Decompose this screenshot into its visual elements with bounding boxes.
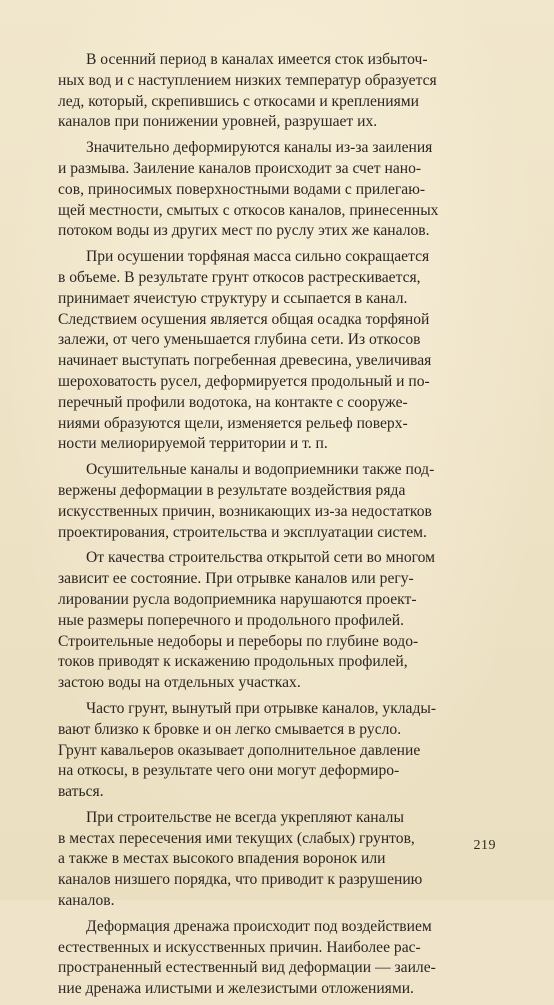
text-line: каналов.: [58, 892, 115, 910]
paragraph: [58, 917, 494, 1000]
text-line: лед, который, скрепившись с откосами и креплениями: [58, 92, 419, 110]
paragraph: [58, 247, 494, 455]
text-line: перечный профили водотока, на контакте с сооруже-: [58, 393, 408, 411]
text-line: принимает ячеистую структуру и ссыпается в канал.: [58, 289, 408, 307]
text-line: Грунт кавальеров оказывает дополнительное давление: [58, 741, 421, 759]
paragraph: [58, 138, 494, 242]
text-line: каналов при понижении уровней, разрушает их.: [58, 113, 378, 131]
paragraph: [58, 460, 494, 543]
page-number: 219: [473, 838, 496, 853]
text-line: в объеме. В результате грунт откосов растрескивается,: [58, 268, 421, 286]
text-line: на откосы, в результате чего они могут деформиро-: [58, 762, 400, 780]
text-line: начинает выступать погребенная древесина, увеличивая: [58, 352, 432, 370]
paragraph: [58, 699, 494, 803]
text-line: естественных и искусственных причин. Наиболее рас-: [58, 938, 421, 956]
text-line: При осушении торфяная масса сильно сокращается: [86, 248, 430, 266]
text-line: При строительстве не всегда укрепляют каналы: [86, 808, 404, 826]
text-line: проектирования, строительства и эксплуатации систем.: [58, 523, 427, 541]
text-line: Деформация дренажа происходит под воздействием: [86, 917, 432, 935]
text-line: а также в местах высокого впадения воронок или: [58, 850, 386, 868]
text-line: Значительно деформируются каналы из-за заиления: [86, 139, 433, 157]
text-line: зависит ее состояние. При отрывке каналов или регу-: [58, 570, 414, 588]
text-line: вают близко к бровке и он легко смывается в русло.: [58, 720, 402, 738]
paragraph: [58, 548, 494, 694]
text-line: каналов низшего порядка, что приводит к разрушению: [58, 871, 423, 889]
text-line: Строительные недоборы и переборы по глубине водо-: [58, 632, 419, 650]
paragraph: [58, 808, 494, 912]
text-line: залежи, от чего уменьшается глубина сети. Из откосов: [58, 331, 421, 349]
text-line: В осенний период в каналах имеется сток избыточ-: [86, 51, 428, 68]
text-line: Следствием осушения является общая осадка торфяной: [58, 310, 430, 328]
text-line: Осушительные каналы и водоприемники также под-: [86, 461, 435, 479]
text-line: ных вод и с наступлением низких температур образуется: [58, 71, 437, 89]
text-line: в местах пересечения ими текущих (слабых) грунтов,: [58, 829, 415, 847]
text-column: [58, 50, 494, 1005]
text-line: ности мелиорируемой территории и т. п.: [58, 435, 328, 453]
text-line: потоком воды из других мест по руслу этих же каналов.: [58, 222, 430, 240]
text-line: и размыва. Заиление каналов происходит за счет нано-: [58, 159, 422, 177]
text-line: ниями образуются щели, изменяется рельеф поверх-: [58, 414, 408, 432]
text-line: вержены деформации в результате воздействия ряда: [58, 481, 406, 499]
text-line: застою воды на отдельных участках.: [58, 674, 301, 692]
text-line: токов приводят к искажению продольных профилей,: [58, 653, 408, 671]
text-line: Часто грунт, вынутый при отрывке каналов, уклады-: [86, 699, 437, 717]
text-line: лировании русла водоприемника нарушаются проект-: [58, 590, 417, 608]
paragraph: [58, 50, 494, 133]
text-line: ние дренажа илистыми и железистыми отложениями.: [58, 980, 414, 998]
text-line: ные размеры поперечного и продольного профилей.: [58, 611, 405, 629]
text-line: щей местности, смытых с откосов каналов, принесенных: [58, 201, 439, 219]
text-line: искусственных причин, возникающих из-за недостатков: [58, 502, 432, 520]
text-line: ваться.: [58, 783, 104, 801]
text-line: пространенный естественный вид деформации — заиле-: [58, 959, 436, 977]
text-line: сов, приносимых поверхностными водами с прилегаю-: [58, 180, 426, 198]
text-line: От качества строительства открытой сети во многом: [86, 549, 436, 567]
text-line: шероховатость русел, деформируется продольный и по-: [58, 372, 430, 390]
